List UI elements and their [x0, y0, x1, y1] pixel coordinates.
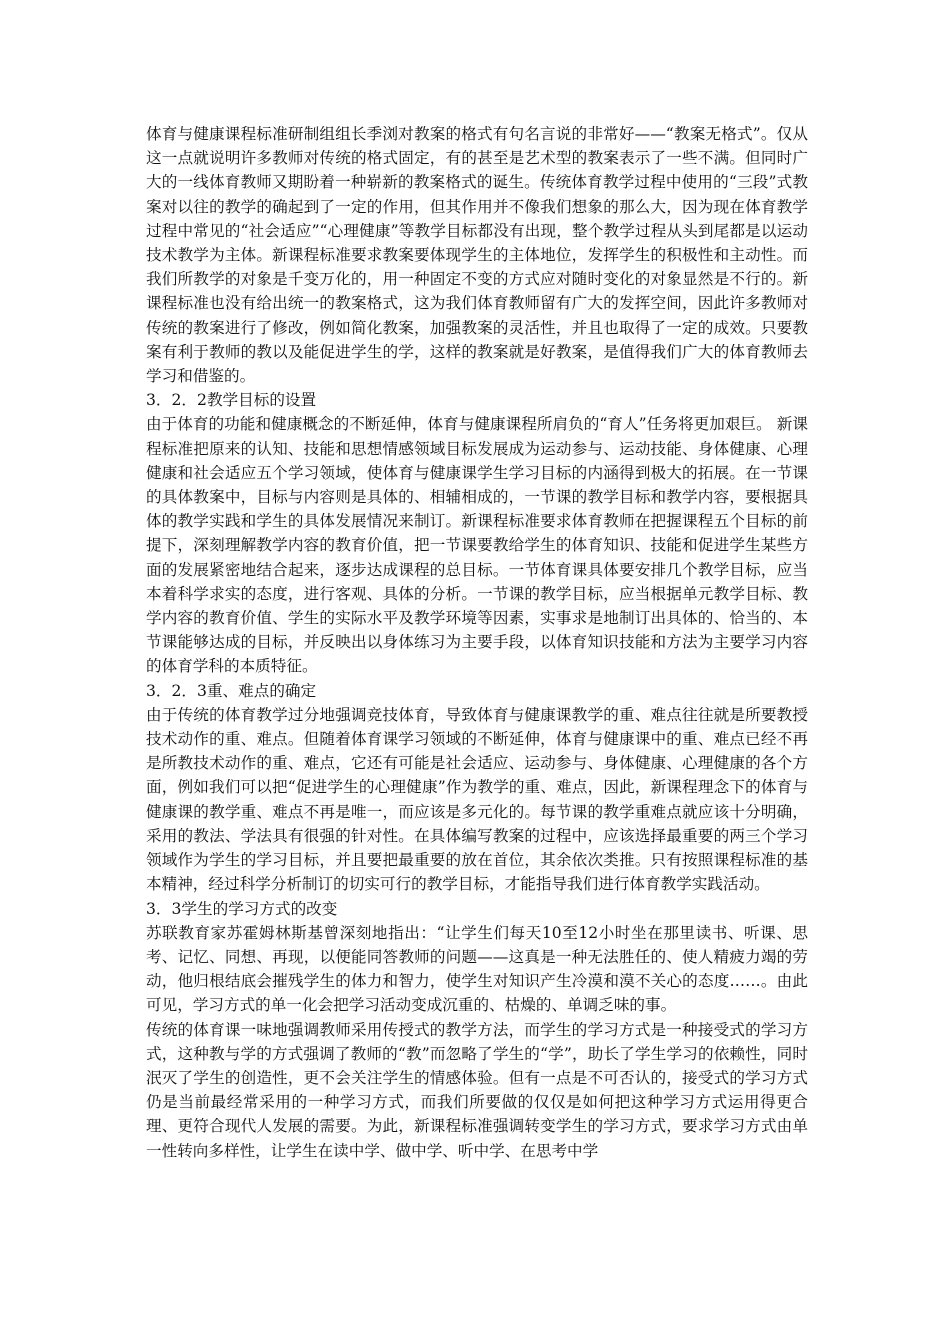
section-heading-3-2-3: 3．2．3重、难点的确定: [146, 681, 317, 700]
document-body: [146, 122, 808, 1163]
paragraph-lesson-plan-format: 体育与健康课程标准研制组组长季浏对教案的格式有句名言说的非常好——“教案无格式”。仅从这一点就说明许多教师对传统的格式固定，有的甚至是艺术型的教案表示了一些不满。但同时广大的一线体育教师又期盼着一种崭新的教案格式的诞生。传统体育教学过程中使用的“三段”式教案对以往的教学的确起到了一定的作用，但其作用并不像我们想象的那么大，因为现在体育教学过程中常见的“社会适应”“心理健康”等教学目标都没有出现，整个教学过程从头到尾都是以运动技术教学为主体。新课程标准要求教案要体现学生的主体地位，发挥学生的积极性和主动性。而我们所教学的对象是千变万化的，用一种固定不变的方式应对随时变化的对象显然是不行的。新课程标准也没有给出统一的教案格式，这为我们体育教师留有广大的发挥空间，因此许多教师对传统的教案进行了修改，例如简化教案，加强教案的灵活性，并且也取得了一定的成效。只要教案有利于教师的教以及能促进学生的学，这样的教案就是好教案，是值得我们广大的体育教师去学习和借鉴的。: [146, 125, 808, 386]
paragraph-sukhomlinsky-quote: 苏联教育家苏霍姆林斯基曾深刻地指出：“让学生们每天10至12小时坐在那里读书、听课、思考、记忆、同想、再现，以便能同答教师的问题——这真是一种无法胜任的、使人精疲力竭的劳动，他归根结底会摧残学生的体力和智力，使学生对知识产生冷漠和漠不关心的态度……。由此可见，学习方式的单一化会把学习活动变成沉重的、枯燥的、单调乏味的事。: [146, 923, 808, 1015]
section-heading-3-2-2: 3．2．2教学目标的设置: [146, 391, 317, 410]
paragraph-learning-methods: 传统的体育课一味地强调教师采用传授式的教学方法，而学生的学习方式是一种接受式的学习方式，这种教与学的方式强调了教师的“教”而忽略了学生的“学”，助长了学生学习的依赖性，同时泯灭了学生的创造性，更不会关注学生的情感体验。但有一点是不可否认的，接受式的学习方式仍是当前最经常采用的一种学习方式，而我们所要做的仅仅是如何把这种学习方式运用得更合理、更符合现代人发展的需要。为此，新课程标准强调转变学生的学习方式，要求学习方式由单一性转向多样性，让学生在读中学、做中学、听中学、在思考中学: [146, 1020, 808, 1160]
paragraph-key-difficult-points: 由于传统的体育教学过分地强调竞技体育，导致体育与健康课教学的重、难点往往就是所要教授技术动作的重、难点。但随着体育课学习领域的不断延伸，体育与健康课中的重、难点已经不再是所教技术动作的重、难点，它还有可能是社会适应、运动参与、身体健康、心理健康的各个方面，例如我们可以把“促进学生的心理健康”作为教学的重、难点，因此，新课程理念下的体育与健康课的教学重、难点不再是唯一，而应该是多元化的。每节课的教学重难点就应该十分明确，采用的教法、学法具有很强的针对性。在具体编写教案的过程中，应该选择最重要的两三个学习领域作为学生的学习目标，并且要把最重要的放在首位，其余依次类推。只有按照课程标准的基本精神，经过科学分析制订的切实可行的教学目标，才能指导我们进行体育教学实践活动。: [146, 705, 808, 894]
paragraph-teaching-objectives: 由于体育的功能和健康概念的不断延伸，体育与健康课程所肩负的“育人”任务将更加艰巨。 新课程标准把原来的认知、技能和思想情感领域目标发展成为运动参与、运动技能、身体健康、心理健康和社会适应五个学习领域，使体育与健康课学生学习目标的内涵得到极大的拓展。在一节课的具体教案中，目标与内容则是具体的、相辅相成的，一节课的教学目标和教学内容，要根据具体的教学实践和学生的具体发展情况来制订。新课程标准要求体育教师在把握课程五个目标的前提下，深刻理解教学内容的教育价值，把一节课要教给学生的体育知识、技能和促进学生某些方面的发展紧密地结合起来，逐步达成课程的总目标。一节体育课具体要安排几个教学目标，应当本着科学求实的态度，进行客观、具体的分析。一节课的教学目标，应当根据单元教学目标、教学内容的教育价值、学生的实际水平及教学环境等因素，实事求是地制订出具体的、恰当的、本节课能够达成的目标，并反映出以身体练习为主要手段，以体育知识技能和方法为主要学习内容的体育学科的本质特征。: [146, 415, 808, 676]
section-heading-3-3: 3．3学生的学习方式的改变: [146, 899, 338, 918]
